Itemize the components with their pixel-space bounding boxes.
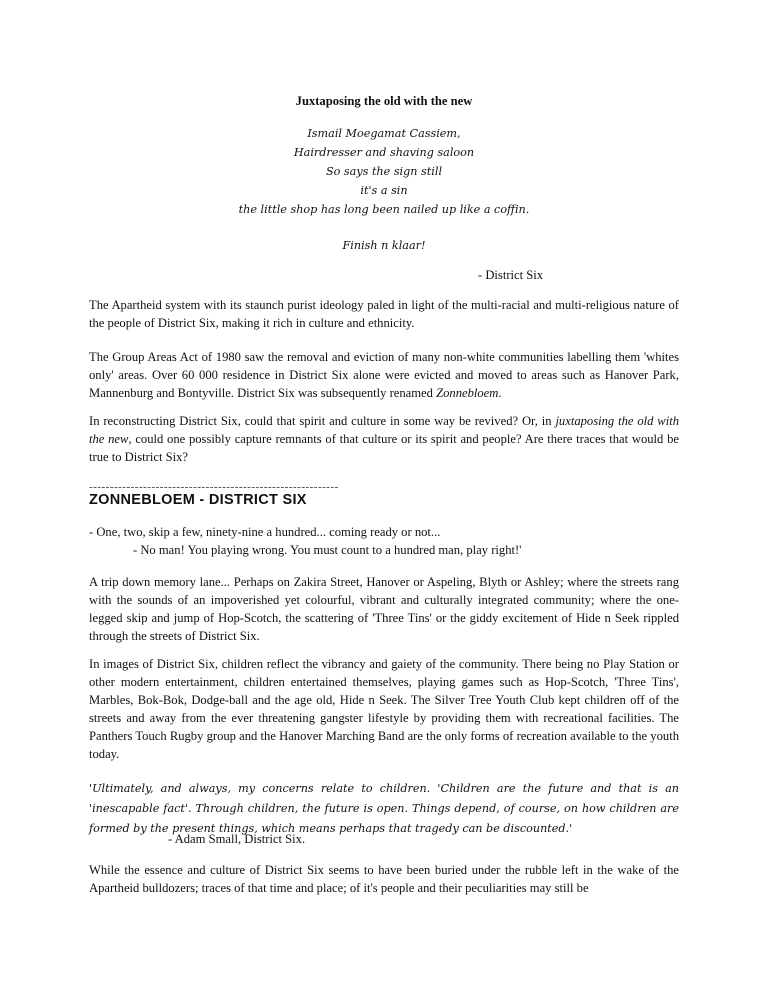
poem-gap [0, 219, 768, 236]
poem [0, 124, 768, 255]
paragraph-text: A trip down memory lane... Perhaps on Zakira Street, Hanover or Aspeling, Blyth or Ashley; where the streets rang with the sounds of an impoverished yet colourful, vibrant and culturally integrated community; where the one-legged skip and jump of Hop-Scotch, the scattering of 'Three Tins' or the giddy excitement of Hide n Seek rippled through the streets of District Six. [89, 575, 679, 643]
quote-text: 'Ultimately, and always, my concerns relate to children. 'Children are the future and that is an 'inescapable fact'. Through children, the future is open. Things depend, of course, on how children are formed by the present things, which means perhaps that tragedy can be discounted.' [89, 782, 679, 836]
intro-paragraph-2: The Group Areas Act of 1980 saw the removal and eviction of many non-white communities labelling them 'whites only' areas. Over 60 000 residence in District Six alone were evicted and moved to areas such as Hanover Park, Mannenburg and Bontyville. District Six was subsequently renamed Zonnebloem. [89, 350, 679, 400]
body-paragraph-1 [89, 573, 679, 645]
rhyme-line: - No man! You playing wrong. You must count to a hundred man, play right!' [133, 543, 522, 557]
intro-paragraph-3 [89, 412, 679, 466]
poem-line: So says the sign still [325, 165, 443, 178]
intro-paragraph-1 [89, 296, 679, 332]
section-heading: ZONNEBLOEM - DISTRICT SIX [89, 492, 307, 508]
paragraph-text: , could one possibly capture remnants of that culture or its spirit and people? Are there traces that would be true to District Six? [89, 432, 679, 464]
paragraph-text: The Apartheid system with its staunch purist ideology paled in light of the multi-racial and multi-religious nature of the people of District Six, making it rich in culture and ethnicity. [89, 298, 679, 330]
separator-line: ------------------------------------------------------------ [89, 481, 339, 493]
emphasis-text: Zonnebloem [436, 386, 499, 400]
poem-line: Hairdresser and shaving saloon [293, 146, 475, 159]
paragraph-text: While the essence and culture of District Six seems to have been buried under the rubble left in the wake of the Apartheid bulldozers; traces of that time and place; of it's people and their peculiarities may still be [89, 863, 679, 895]
quote-attribution: - Adam Small, District Six. [168, 832, 306, 846]
poem-line: it's a sin [360, 184, 408, 197]
paragraph-text: In reconstructing District Six, could that spirit and culture in some way be revived? Or, in [89, 414, 552, 428]
paragraph-text: In images of District Six, children reflect the vibrancy and gaiety of the community. There being no Play Station or other modern entertainment, children entertained themselves, playing games such as Hop-Scotch, 'Three Tins', Marbles, Bok-Bok, Dodge-ball and the age old, Hide n Seek. The Silver Tree Youth Club kept children off of the streets and away from the ever threatening gangster lifestyle by providing them with recreational facilities. The Panthers Touch Rugby group and the Hanover Marching Band are the only forms of recreation available to the youth today. [89, 657, 679, 761]
rhyme-block [89, 523, 679, 559]
poem-line: the little shop has long been nailed up like a coffin. [238, 203, 530, 216]
rhyme-line: - One, two, skip a few, ninety-nine a hundred... coming ready or not... [89, 525, 441, 539]
body-paragraph-2 [89, 655, 679, 763]
paragraph-text: The Group Areas Act of 1980 saw the removal and eviction of many non-white communities labelling them 'whites only' areas. Over 60 000 residence in District Six alone were evicted and moved to areas such as Hanover Park, Mannenburg and Bontyville. District Six was subsequently renamed [89, 350, 679, 400]
document-title: Juxtaposing the old with the new [295, 94, 473, 108]
poem-line: Ismail Moegamat Cassiem, [307, 127, 461, 140]
poem-attribution: - District Six [478, 268, 544, 282]
closing-paragraph [89, 861, 679, 897]
emphasis-text: juxtaposing the old with the new [89, 414, 679, 446]
poem-line: Finish n klaar! [342, 239, 426, 252]
